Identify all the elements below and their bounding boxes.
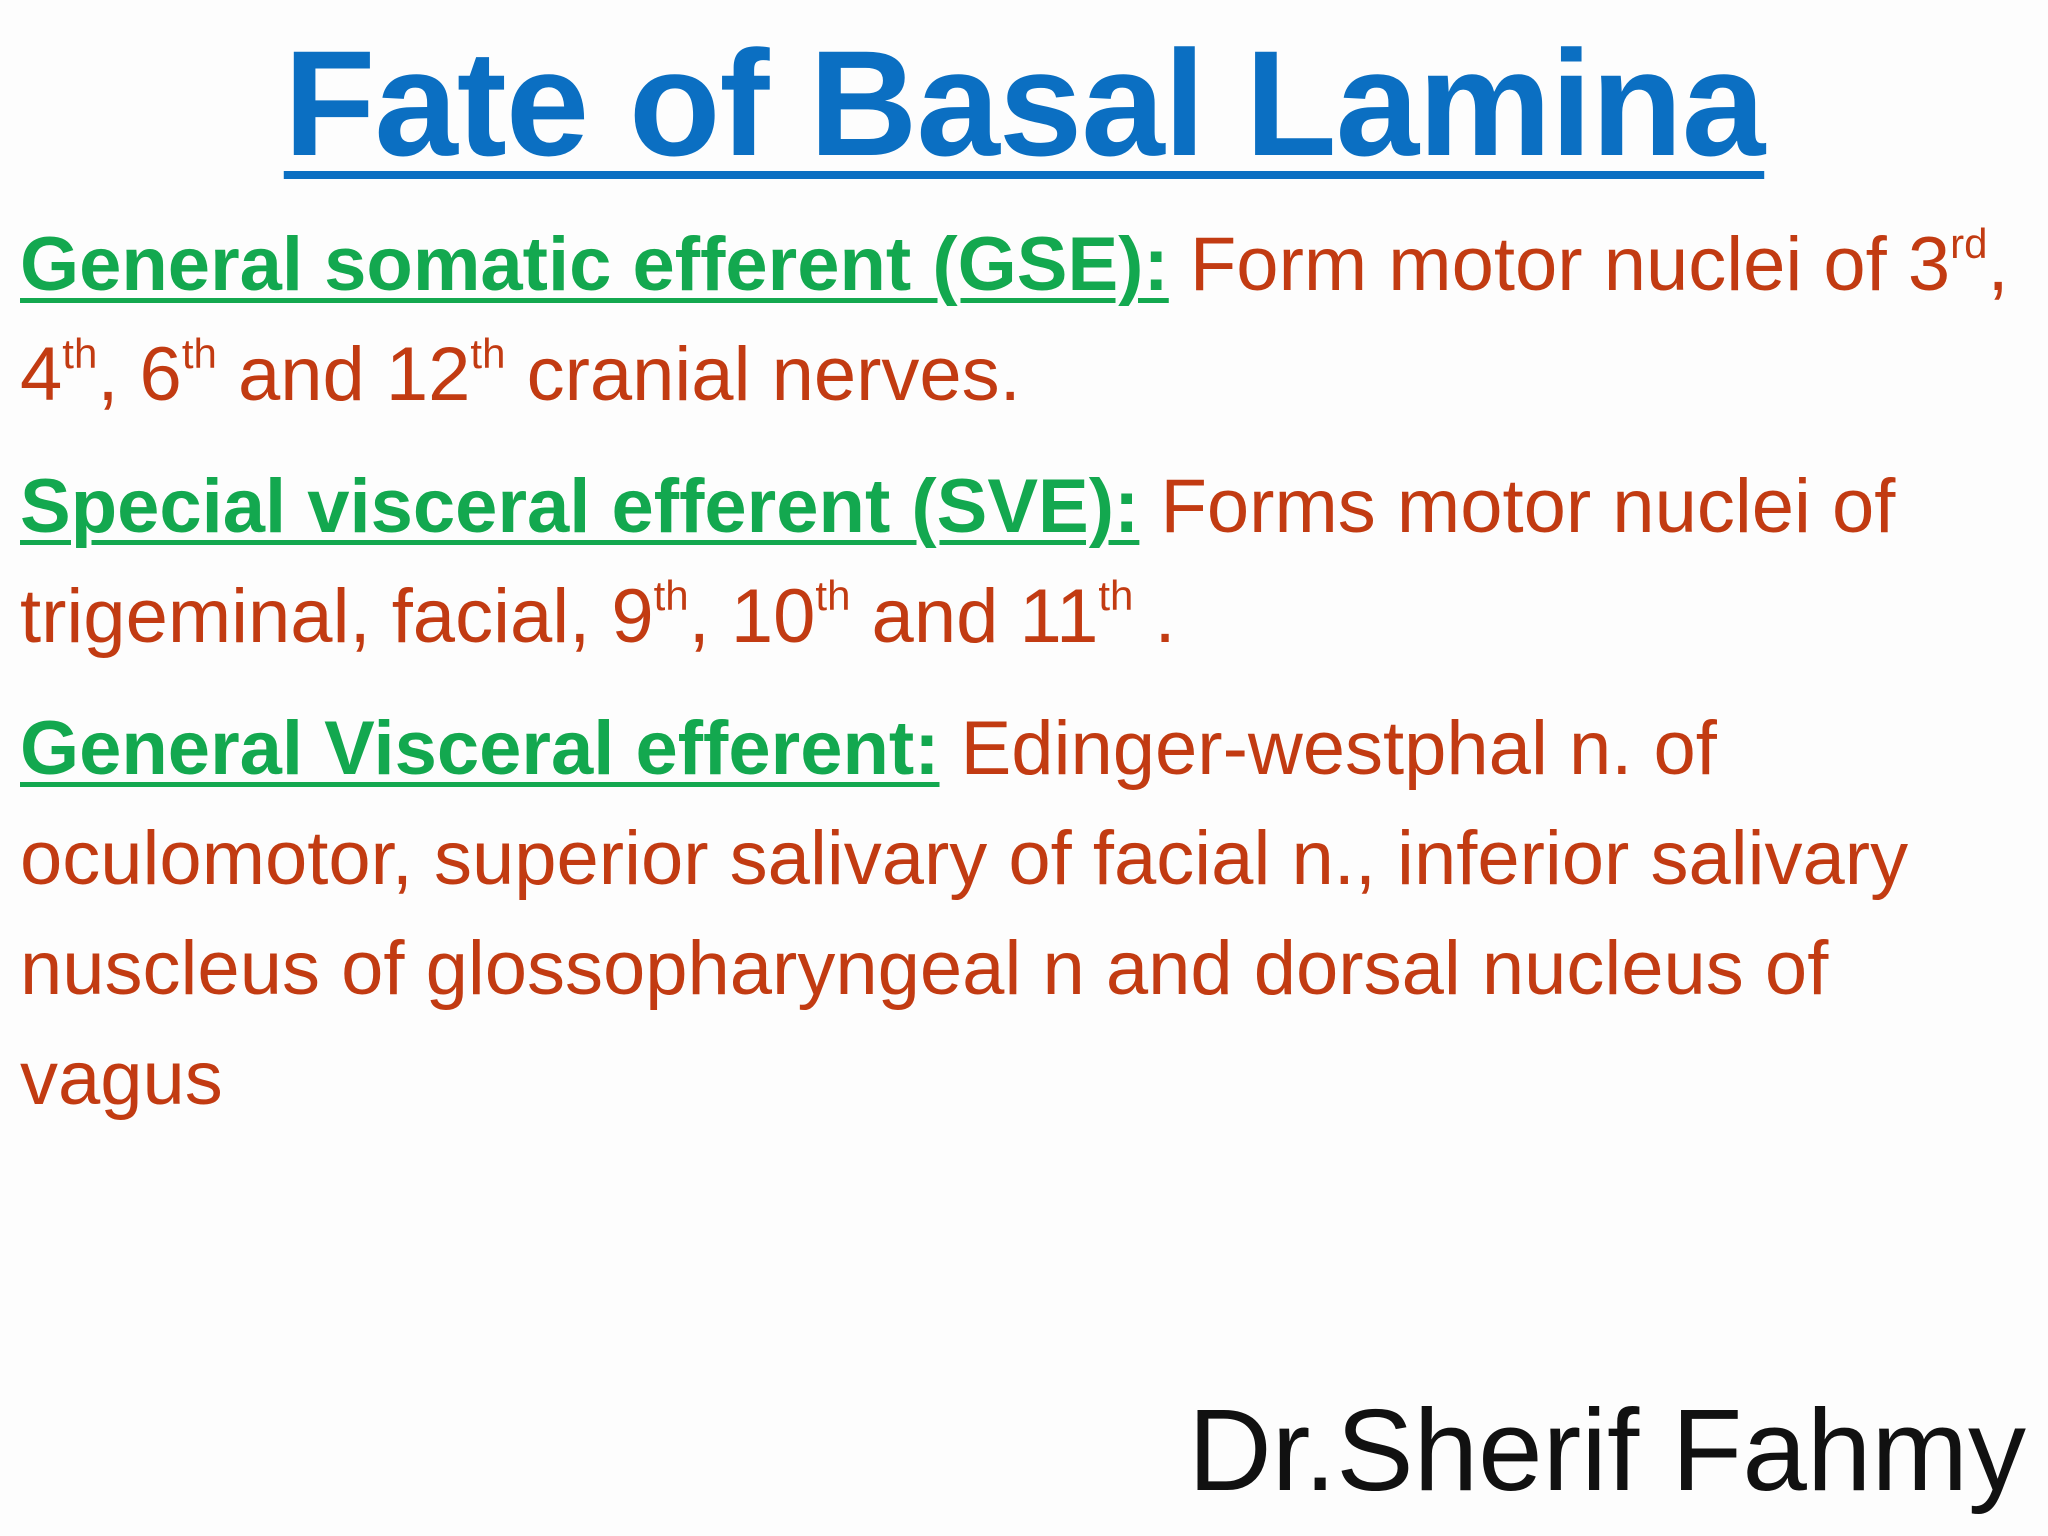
term-gse: General somatic efferent (GSE): — [20, 222, 1169, 307]
term-gve: General Visceral efferent: — [20, 706, 940, 791]
ordinal-suffix: th — [653, 571, 689, 619]
desc-sve-text-1: Forms motor nuclei of trigeminal, facial, 9 — [20, 464, 1896, 659]
ordinal-suffix: rd — [1950, 219, 1988, 267]
ordinal-suffix: th — [181, 329, 217, 377]
desc-gse-text-1: Form motor nuclei of 3 — [1168, 222, 1951, 307]
desc-sve-text-4: . — [1133, 574, 1176, 659]
ordinal-suffix: th — [62, 329, 98, 377]
author-name: Dr.Sherif Fahmy — [1188, 1385, 2026, 1515]
ordinal-suffix: th — [470, 329, 506, 377]
desc-sve-text-2: , 10 — [688, 574, 816, 659]
desc-gse-text-4: and 12 — [216, 332, 471, 417]
desc-gse-text-2: , 4 — [20, 222, 2009, 417]
desc-gve: Edinger-westphal n. of oculomotor, superior salivary of facial n., inferior salivary nuscleus of glossopharyngeal n and dorsal nucleus of vagus — [20, 706, 1909, 1121]
ordinal-suffix: th — [1098, 571, 1134, 619]
slide-title-text: Fate of Basal Lamina — [283, 19, 1765, 187]
slide-content — [20, 210, 2030, 1156]
section-gve — [20, 694, 2030, 1134]
desc-gse-text-5: cranial nerves. — [505, 332, 1021, 417]
slide-title — [0, 18, 2048, 188]
term-sve: Special visceral efferent (SVE): — [20, 464, 1140, 549]
section-gse — [20, 210, 2030, 430]
section-sve — [20, 452, 2030, 672]
desc-sve-text-3: and 11 — [850, 574, 1099, 659]
desc-gse-text-3: , 6 — [97, 332, 182, 417]
ordinal-suffix: th — [815, 571, 851, 619]
